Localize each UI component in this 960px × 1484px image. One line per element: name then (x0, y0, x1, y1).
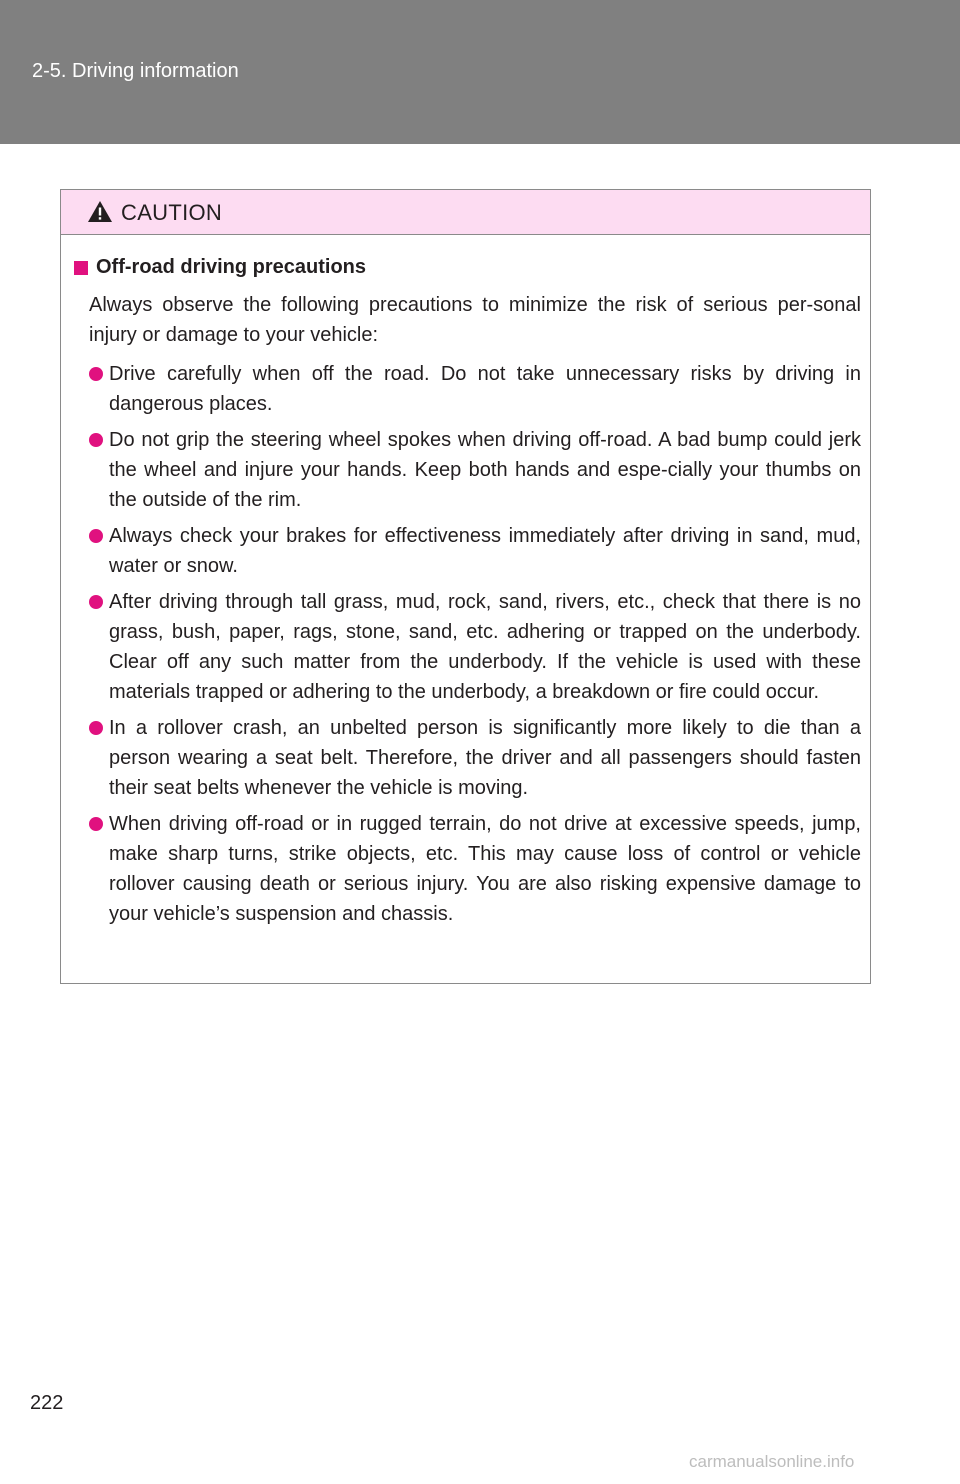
warning-triangle-icon (87, 200, 113, 223)
dot-bullet-icon (89, 433, 103, 447)
dot-bullet-icon (89, 817, 103, 831)
list-item-text: When driving off-road or in rugged terrain, do not drive at excessive speeds, jump, make sharp turns, strike objects, etc. This may cause loss of control or vehicle rollover causing death or serious injury. You are also risking expensive damage to your vehicle’s suspension and chassis. (109, 813, 861, 925)
list-item-text: Drive carefully when off the road. Do not take unnecessary risks by driving in dangerous places. (109, 363, 861, 415)
section-title: 2-5. Driving information (32, 60, 239, 82)
list-item (73, 425, 861, 515)
list-item-text: Do not grip the steering wheel spokes when driving off-road. A bad bump could jerk the wheel and injure your hands. Keep both hands and espe-cially your thumbs on the outside of the rim. (109, 429, 861, 511)
list-item-text: After driving through tall grass, mud, rock, sand, rivers, etc., check that there is no grass, bush, paper, rags, stone, sand, etc. adhering or trapped on the underbody. Clear off any such matter from the underbody. If the vehicle is used with these materials trapped or adhering to the underbody, a breakdown or fire could occur. (109, 591, 861, 703)
precaution-list (73, 359, 861, 935)
list-item-text: In a rollover crash, an unbelted person is significantly more likely to die than a person wearing a seat belt. Therefore, the driver and all passengers should fasten their seat belts whenever the vehicle is moving. (109, 717, 861, 799)
dot-bullet-icon (89, 721, 103, 735)
dot-bullet-icon (89, 529, 103, 543)
caution-box (60, 189, 871, 984)
list-item (73, 713, 861, 803)
caution-heading: Off-road driving precautions (96, 256, 367, 278)
list-item-text: Always check your brakes for effectiveness immediately after driving in sand, mud, water or snow. (109, 525, 861, 577)
header-band (0, 0, 960, 144)
page-number: 222 (30, 1392, 64, 1414)
list-item (73, 521, 861, 581)
caution-label: CAUTION (121, 200, 223, 225)
watermark: carmanualsonline.info (689, 1452, 855, 1471)
list-item (73, 359, 861, 419)
caution-header (61, 190, 870, 235)
list-item (73, 587, 861, 707)
dot-bullet-icon (89, 595, 103, 609)
list-item (73, 809, 861, 929)
square-bullet-icon (74, 261, 88, 275)
caution-heading-row (74, 256, 366, 279)
dot-bullet-icon (89, 367, 103, 381)
caution-intro: Always observe the following precautions to minimize the risk of serious per-sonal injury or damage to your vehicle: (89, 294, 861, 346)
